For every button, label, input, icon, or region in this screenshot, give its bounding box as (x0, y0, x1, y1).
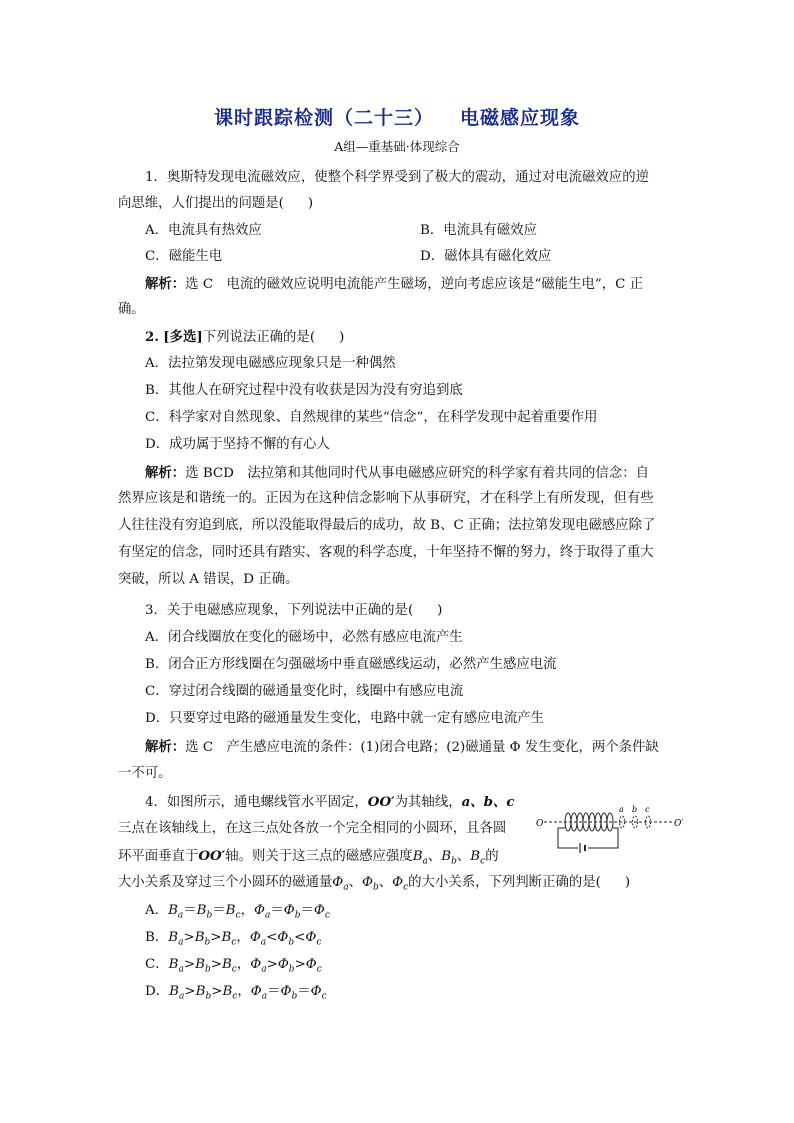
q2-answer-line2: 然界应该是和谐统一的。正因为在这种信念影响下从事研究，才在科学上有所发现，但有些 (118, 491, 654, 506)
q4-option-c: C．$B_a>B_b>B_c$，$\Phi_a>\Phi_b>\Phi_c$ (145, 957, 322, 975)
q2-option-b: B．其他人在研究过程中没有收获是因为没有穷追到底 (145, 383, 463, 398)
label-c: c (645, 805, 650, 814)
q1-stem-line2: 向思维，人们提出的问题是( ) (118, 196, 314, 211)
q1-option-b: B．电流具有磁效应 (420, 223, 537, 238)
q3-option-c: C．穿过闭合线圈的磁通量变化时，线圈中有感应电流 (145, 684, 464, 699)
q3-answer-line2: 一不可。 (118, 766, 172, 781)
solenoid-figure (534, 800, 694, 860)
q3-stem: 3．关于电磁感应现象，下列说法中正确的是( ) (145, 603, 443, 618)
title-right: 电磁感应现象 (460, 107, 581, 129)
label-b: b (632, 805, 638, 814)
q4-stem-line2: 三点在该轴线上，在这三点处各放一个完全相同的小圆环，且各圆 (118, 821, 507, 836)
q1-answer-line2: 确。 (118, 302, 145, 317)
q4-stem-line3: 环平面垂直于OO′轴。则关于这三点的磁感应强度$B_a$、$B_b$、$B_c$的 (118, 848, 499, 867)
q4-option-a: A．$B_a=B_b=B_c$，$\Phi_a=\Phi_b=\Phi_c$ (145, 903, 330, 921)
q2-answer-line1: 解析：选 BCD 法拉第和其他同时代从事电磁感应研究的科学家有着共同的信念：自 (145, 465, 649, 481)
q3-answer-line1: 解析：选 C 产生感应电流的条件：(1)闭合电路；(2)磁通量 Φ 发生变化，两个条件缺 (145, 739, 659, 755)
q4-stem-line1: 4．如图所示，通电螺线管水平固定，OO′为其轴线，a、b、c (145, 794, 515, 810)
q1-answer-line1: 解析：选 C 电流的磁效应说明电流能产生磁场，逆向考虑应该是“磁能生电”，C 正 (145, 276, 643, 292)
q2-option-d: D．成功属于坚持不懈的有心人 (145, 437, 330, 452)
section-heading: A组—重基础·体现综合 (334, 139, 460, 154)
label-O-prime: O′ (674, 819, 684, 829)
page-title (0, 103, 794, 130)
q2-option-a: A．法拉第发现电磁感应现象只是一种偶然 (145, 356, 396, 371)
q1-option-c: C．磁能生电 (145, 249, 223, 264)
q4-stem-line4: 大小关系及穿过三个小圆环的磁通量$\Phi_a$、$\Phi_b$、$\Phi_c$的大小关系，下列判断正确的是( ) (118, 875, 631, 893)
q2-answer-line3: 人往往没有穷追到底，所以没能取得最后的成功，故 B、C 正确；法拉第发现电磁感应除了 (118, 518, 656, 533)
q2-answer-line5: 突破，所以 A 错误，D 正确。 (118, 572, 299, 587)
q3-option-a: A．闭合线圈放在变化的磁场中，必然有感应电流产生 (145, 630, 463, 645)
q1-option-a: A．电流具有热效应 (145, 223, 262, 238)
q3-option-d: D．只要穿过电路的磁通量发生变化，电路中就一定有感应电流产生 (145, 711, 545, 726)
q2-option-c: C．科学家对自然现象、自然规律的某些“信念”，在科学发现中起着重要作用 (145, 410, 598, 425)
q1-stem-line1: 1．奥斯特发现电流磁效应，使整个科学界受到了极大的震动，通过对电流磁效应的逆 (145, 170, 649, 185)
q4-option-d: D．$B_a>B_b>B_c$，$\Phi_a=\Phi_b=\Phi_c$ (145, 984, 327, 1002)
label-O: O (536, 819, 544, 829)
label-a: a (619, 805, 624, 814)
q1-option-d: D．磁体具有磁化效应 (420, 249, 552, 264)
title-left: 课时跟踪检测（二十三） (213, 107, 434, 129)
q2-answer-line4: 有坚定的信念，同时还具有踏实、客观的科学态度，十年坚持不懈的努力，终于取得了重大 (118, 545, 654, 560)
q4-option-b: B．$B_a>B_b>B_c$，$\Phi_a<\Phi_b<\Phi_c$ (145, 930, 322, 948)
q3-option-b: B．闭合正方形线圈在匀强磁场中垂直磁感线运动，必然产生感应电流 (145, 657, 557, 672)
q2-stem: 2. [多选]下列说法正确的是( ) (145, 329, 345, 345)
